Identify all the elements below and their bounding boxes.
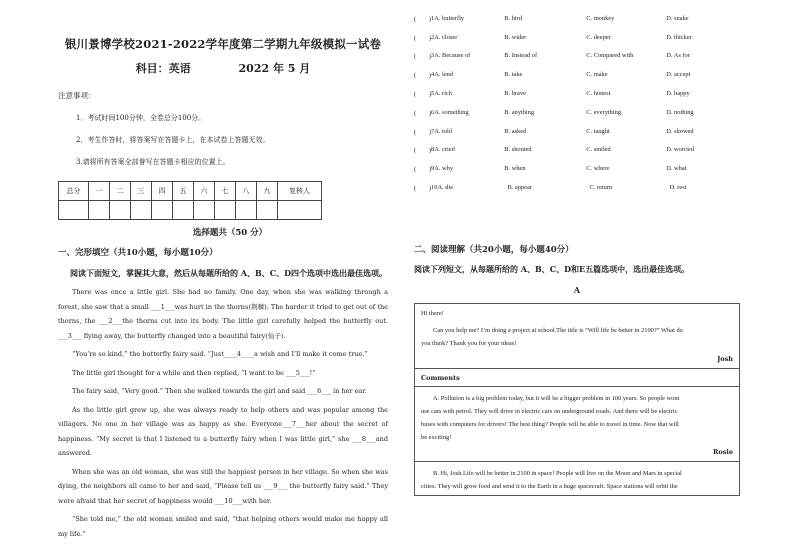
answer-paren: ( ) bbox=[414, 109, 432, 117]
option-c: C. honest bbox=[586, 90, 611, 98]
answer-paren: ( ) bbox=[414, 166, 432, 174]
score-header-cell: 一 bbox=[89, 182, 110, 201]
section1-heading: 一、完形填空（共10小题，每小题10分） bbox=[58, 248, 218, 258]
question-number: 3 bbox=[431, 52, 435, 60]
options-list bbox=[414, 9, 740, 197]
option-a: A. told bbox=[434, 127, 453, 135]
question-number: 6 bbox=[431, 108, 435, 116]
option-a: A. Because of bbox=[434, 52, 471, 60]
cloze-paragraph: The little girl thought for a while and then replied, “I want to be ___5___!” bbox=[72, 368, 316, 377]
option-row bbox=[414, 28, 740, 47]
section2-heading: 二、阅读理解（共20小题，每小题40分） bbox=[414, 244, 574, 255]
score-cell bbox=[194, 201, 215, 220]
option-b: B. asked bbox=[504, 127, 527, 135]
cloze-paragraph: “She told me,” the old woman smiled and said, “that helping others would make me happy all my life.” bbox=[58, 515, 388, 538]
forum-post bbox=[415, 304, 739, 369]
option-row bbox=[414, 65, 740, 84]
comments-label: Comments bbox=[421, 373, 460, 382]
score-cell bbox=[89, 201, 110, 220]
answer-paren: ( ) bbox=[414, 128, 432, 136]
option-a: A. butterfly bbox=[434, 14, 465, 22]
option-b: B. anything bbox=[504, 108, 535, 116]
question-number: 8 bbox=[431, 146, 435, 154]
option-d: D. happy bbox=[666, 90, 690, 98]
cloze-paragraph: There was once a little girl. She had no family. One day, when she was walking through a forest, she saw that a small ___1___was hurt in the thorns(荆棘). The harder it tried to get out of the thorns, the ___2___the thorns cut into its body. The little girl carefully helped the butterfly out. ___3___ flying away, the butterfly changed into a beautiful fairy(仙子). bbox=[58, 288, 388, 340]
option-d: D. rest bbox=[669, 184, 687, 192]
option-row bbox=[414, 178, 740, 197]
comment-text-line: B. Hi, Josh.Life will be better in 2100 in space! People will live on the Moon and Mars in special bbox=[433, 469, 682, 477]
option-row bbox=[414, 47, 740, 66]
passage-letter: A bbox=[573, 284, 581, 295]
exam-subtitle bbox=[58, 60, 388, 76]
option-b: B. Instead of bbox=[504, 52, 538, 60]
score-header-cell: 四 bbox=[152, 182, 173, 201]
answer-paren: ( ) bbox=[414, 91, 432, 99]
score-cell bbox=[257, 201, 278, 220]
post-signature: Josh bbox=[717, 354, 733, 363]
score-cell bbox=[173, 201, 194, 220]
answer-paren: ( ) bbox=[414, 147, 432, 155]
post-text-line: Can you help me? I’m doing a project at school.The title is “Will life be better in 2100?” What do bbox=[433, 326, 683, 334]
post-greeting: Hi there! bbox=[421, 309, 444, 317]
option-row bbox=[414, 84, 740, 103]
option-b: B. take bbox=[504, 71, 523, 79]
option-a: A. lend bbox=[434, 71, 454, 79]
option-a: A. closer bbox=[434, 33, 458, 41]
answer-paren: ( ) bbox=[414, 53, 432, 61]
option-c: C. smiled bbox=[586, 146, 611, 154]
question-number: 4 bbox=[431, 71, 435, 79]
section1-instruction: 阅读下面短文，掌握其大意，然后从每题所给的 A、B、C、D四个选项中选出最佳选项。 bbox=[70, 268, 388, 278]
option-b: B. wider bbox=[504, 33, 527, 41]
option-a: A. rich bbox=[434, 90, 452, 98]
answer-paren: ( ) bbox=[414, 15, 432, 23]
score-cell bbox=[278, 201, 322, 220]
exam-title: 银川景博学校2021-2022学年度第二学期九年级模拟一试卷 bbox=[64, 37, 382, 51]
question-number: 1 bbox=[431, 14, 435, 22]
option-d: D. worried bbox=[666, 146, 694, 154]
option-a: A. why bbox=[434, 165, 454, 173]
score-cell bbox=[59, 201, 89, 220]
question-number: 7 bbox=[431, 127, 435, 135]
score-header-cell: 九 bbox=[257, 182, 278, 201]
subject-label: 科目：英语 bbox=[135, 62, 191, 75]
score-header-cell: 总分 bbox=[59, 182, 89, 201]
option-a: A. die bbox=[437, 184, 454, 192]
score-header-cell: 六 bbox=[194, 182, 215, 201]
option-b: B. brave bbox=[504, 90, 526, 98]
option-d: D. what bbox=[666, 165, 687, 173]
score-cell bbox=[215, 201, 236, 220]
question-number: 5 bbox=[431, 90, 435, 98]
option-c: C. make bbox=[586, 71, 608, 79]
option-c: C. deeper bbox=[586, 33, 611, 41]
answer-paren: ( ) bbox=[414, 34, 432, 42]
comment-b bbox=[415, 462, 739, 495]
score-table bbox=[58, 181, 322, 220]
option-c: C. where bbox=[586, 165, 610, 173]
comments-header bbox=[415, 369, 739, 387]
exam-date: 2022 年 5 月 bbox=[238, 62, 311, 75]
score-header-cell: 复核人 bbox=[278, 182, 322, 201]
option-b: B. when bbox=[504, 165, 526, 173]
comment-a bbox=[415, 387, 739, 462]
comment-text-line: use cars with petrol. They will drive in electric cars on underground roads. And there will be electric bbox=[421, 407, 678, 415]
option-row bbox=[414, 122, 740, 141]
notice-item: 2．考生作答时，将答案写在答题卡上，在本试卷上答题无效。 bbox=[76, 136, 270, 144]
cloze-paragraph: The fairy said, “Very good.” Then she walked towards the girl and said ___6___ in her ear. bbox=[72, 387, 367, 395]
score-cell bbox=[236, 201, 257, 220]
score-header-cell: 二 bbox=[110, 182, 131, 201]
option-c: C. taught bbox=[586, 127, 610, 135]
notice-item: 1．考试时间100分钟，全卷总分100分。 bbox=[76, 114, 206, 122]
left-column bbox=[58, 28, 388, 541]
option-c: C. monkey bbox=[586, 14, 615, 22]
question-number: 2 bbox=[431, 33, 435, 41]
option-d: D. accept bbox=[666, 71, 691, 79]
score-header-cell: 五 bbox=[173, 182, 194, 201]
comment-text-line: buses with computers for drivers! The best thing? People will be able to travel in time. Now that will bbox=[421, 420, 679, 428]
option-b: B. appear bbox=[507, 184, 532, 192]
forum-box bbox=[414, 303, 740, 496]
option-c: C. everything bbox=[586, 108, 622, 116]
option-b: B. bird bbox=[504, 14, 523, 22]
answer-paren: ( ) bbox=[414, 72, 432, 80]
cloze-paragraph: As the little girl grew up, she was always ready to help others and was popular among the villagers. No one in her village was as happy as she. Everyone___7___her about the secret of happiness. “My secret is that I listened to a butterfly fairy when I was little girl,” she ___8___and answered. bbox=[58, 405, 388, 457]
option-a: A. something bbox=[434, 108, 469, 116]
section2-instruction: 阅读下列短文，从每题所给的 A、B、C、D和E五篇选项中，选出最佳选项。 bbox=[414, 263, 690, 274]
option-a: A. cried bbox=[434, 146, 455, 154]
option-row bbox=[414, 9, 740, 28]
option-d: D. showed bbox=[666, 127, 694, 135]
question-number: 10 bbox=[431, 184, 438, 192]
score-cell bbox=[110, 201, 131, 220]
option-row bbox=[414, 141, 740, 160]
score-table-header-row bbox=[59, 182, 322, 201]
score-header-cell: 八 bbox=[236, 182, 257, 201]
option-d: D. nothing bbox=[666, 108, 694, 116]
score-cell bbox=[152, 201, 173, 220]
score-table-blank-row bbox=[59, 201, 322, 220]
score-header-cell: 七 bbox=[215, 182, 236, 201]
comment-text-line: A. Pollution is a big problem today, but it will be a bigger problem in 100 years. So people wont bbox=[433, 394, 680, 402]
cloze-paragraph: “You’re so kind,” the butterfly fairy said. “Just____4____a wish and I’ll make it come true.” bbox=[72, 350, 368, 358]
score-cell bbox=[131, 201, 152, 220]
answer-paren: ( ) bbox=[414, 185, 432, 193]
comment-signature: Rosie bbox=[712, 447, 733, 456]
right-column bbox=[414, 14, 740, 496]
option-d: D. thicker bbox=[666, 33, 692, 41]
post-text-line: you think? Thank you for your ideas! bbox=[421, 339, 517, 347]
option-c: C. return bbox=[589, 184, 613, 192]
score-header-cell: 三 bbox=[131, 182, 152, 201]
question-number: 9 bbox=[431, 165, 435, 173]
option-b: B. shouted bbox=[504, 146, 532, 154]
notice-item: 3.请将所有答案全部誊写在答题卡相应的位置上。 bbox=[76, 158, 230, 166]
option-d: D. snake bbox=[666, 14, 689, 22]
notice-title: 注意事项： bbox=[58, 91, 96, 100]
cloze-paragraph: When she was an old woman, she was still the happiest person in her village. So when she was dying, the neighbors all came to her and said, “Please tell us ___9___ the butterfly fairy said.” They were afraid that her secret of happiness would ___10___with her. bbox=[58, 467, 388, 505]
option-c: C. Compared with bbox=[586, 52, 634, 60]
option-d: D. As for bbox=[666, 52, 690, 60]
comment-text-line: cities. They will grow food and send it to the Earth in a huge spacecraft. Space stations will orbit the bbox=[421, 482, 678, 490]
option-row bbox=[414, 159, 740, 178]
choice-section-banner: 选择题共（50 分） bbox=[192, 228, 268, 238]
option-row bbox=[414, 103, 740, 122]
comment-text-line: be exciting! bbox=[421, 433, 452, 441]
